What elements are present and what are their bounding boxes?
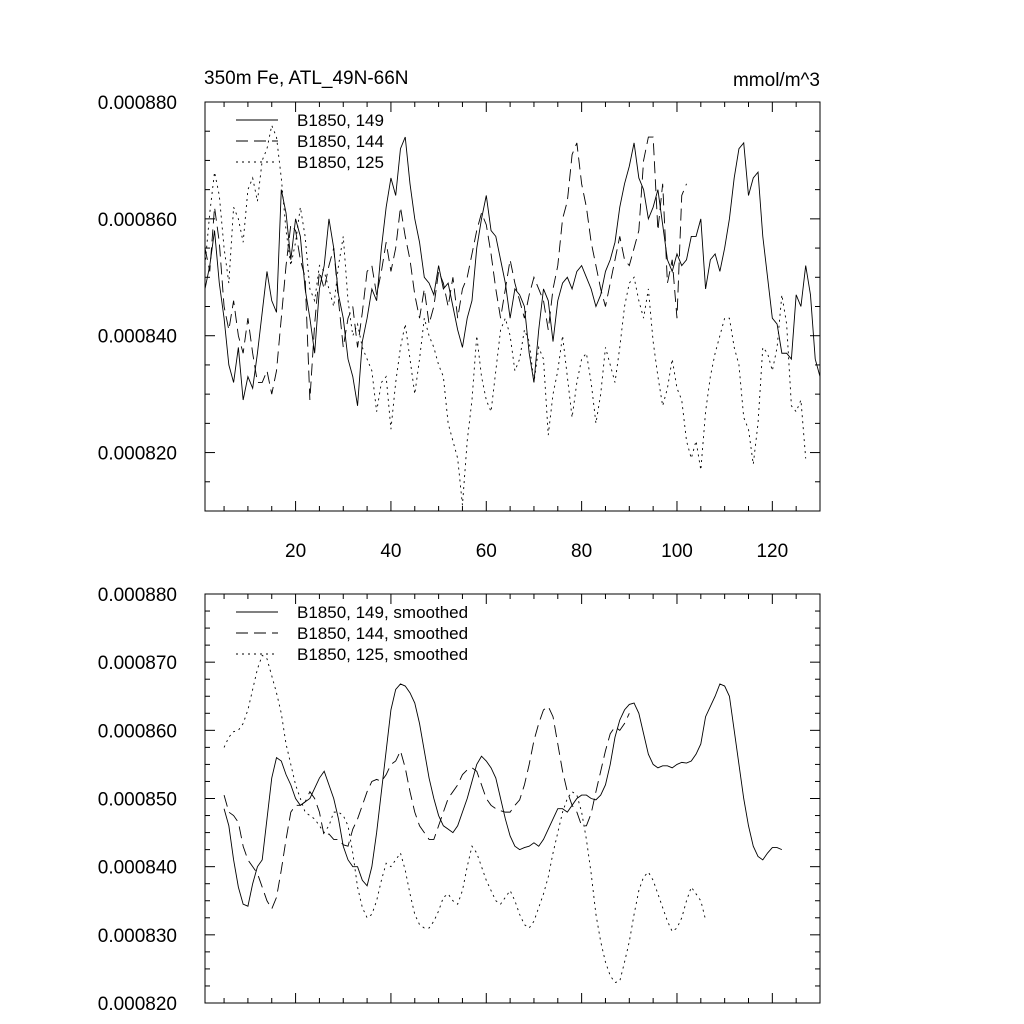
top-chart-panel [98,68,820,562]
y-tick-label: 0.000860 [97,209,177,231]
chart-title: 350m Fe, ATL_49N-66N [204,68,409,89]
y-tick-label: 0.000840 [97,326,177,348]
y-tick-label: 0.000820 [97,994,177,1015]
bottom-chart-panel [98,585,820,1015]
legend-label-1: B1850, 149 [297,111,384,130]
legend-label-2: B1850, 144 [297,132,384,151]
legend-label-3: B1850, 125 [297,153,384,172]
series-line-2 [224,706,629,908]
series-line-2 [205,137,687,400]
x-tick-label: 120 [756,541,789,562]
series-line-3 [224,655,706,982]
series-line-3 [205,125,806,505]
y-tick-label: 0.000820 [97,443,177,465]
y-tick-label: 0.000840 [97,857,177,879]
units-label: mmol/m^3 [732,70,820,91]
x-tick-label: 100 [661,541,693,562]
series-line-1 [224,684,782,906]
x-tick-label: 80 [571,541,593,562]
y-tick-label: 0.000880 [97,585,177,606]
y-tick-label: 0.000880 [97,93,177,114]
legend-label-3: B1850, 125, smoothed [297,645,469,664]
y-tick-label: 0.000850 [97,789,177,811]
y-tick-label: 0.000870 [97,653,177,675]
x-tick-label: 40 [380,541,402,562]
y-tick-label: 0.000830 [97,925,177,947]
x-tick-label: 20 [285,541,307,562]
legend-label-2: B1850, 144, smoothed [297,624,469,643]
legend-label-1: B1850, 149, smoothed [297,603,469,622]
x-tick-label: 60 [475,541,497,562]
y-tick-label: 0.000860 [97,721,177,743]
